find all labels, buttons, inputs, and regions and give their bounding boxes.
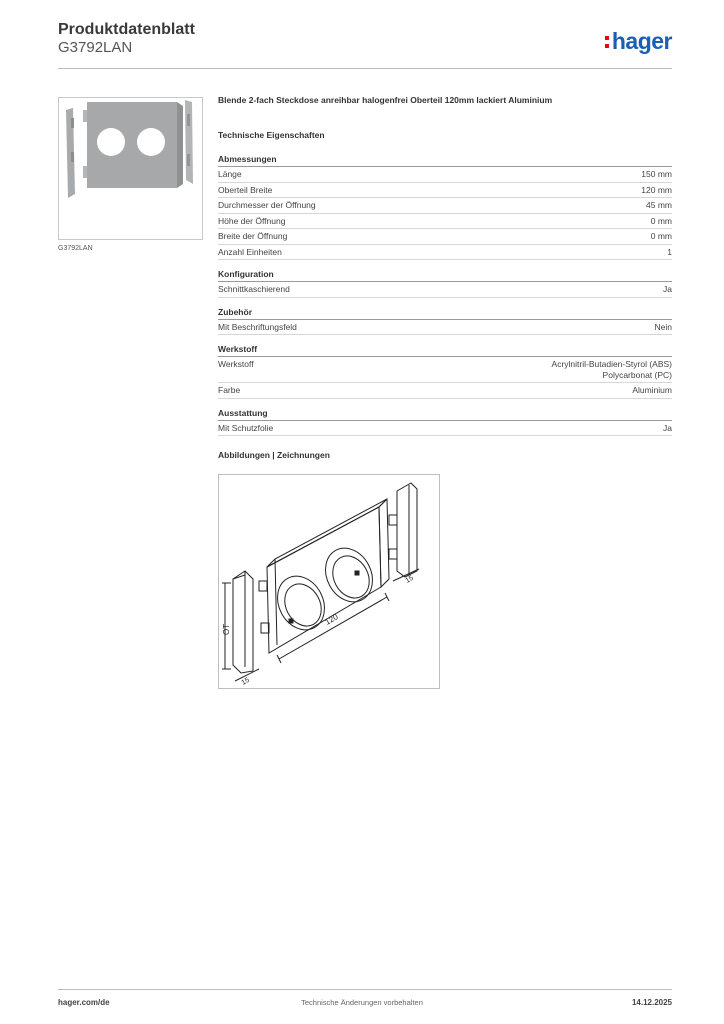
product-description: Blende 2-fach Steckdose anreihbar halogenfrei Oberteil 120mm lackiert Aluminium <box>218 95 553 105</box>
product-code: G3792LAN <box>58 39 133 56</box>
spec-value: 45 mm <box>646 200 672 210</box>
group-zubehoer <box>218 307 672 336</box>
spec-label: Farbe <box>218 385 241 395</box>
spec-value: 0 mm <box>650 215 672 226</box>
spec-value: 150 mm <box>641 169 672 179</box>
hager-logo <box>605 28 672 55</box>
logo-text: hager <box>611 28 672 54</box>
technical-drawing <box>218 474 440 689</box>
spec-row <box>218 167 672 183</box>
group-abmessungen <box>218 154 672 260</box>
spec-row <box>218 421 672 437</box>
spec-row <box>218 229 672 245</box>
group-werkstoff <box>218 344 672 399</box>
spec-value: Ja <box>663 422 672 433</box>
footer-divider <box>58 989 672 990</box>
dim-120-label: 120 <box>323 612 340 627</box>
spec-value: Ja <box>663 284 672 294</box>
technical-properties-title: Technische Eigenschaften <box>218 130 325 140</box>
spec-label: Durchmesser der Öffnung <box>218 200 316 210</box>
spec-row <box>218 198 672 214</box>
group-title: Werkstoff <box>218 344 672 357</box>
group-title: Konfiguration <box>218 269 672 282</box>
footer-notice: Technische Änderungen vorbehalten <box>301 998 423 1007</box>
spec-row <box>218 214 672 230</box>
spec-row <box>218 183 672 199</box>
spec-label: Höhe der Öffnung <box>218 215 286 226</box>
spec-value: 120 mm <box>641 184 672 195</box>
dim-15-right-label: 15 <box>404 574 415 585</box>
spec-label: Werkstoff <box>218 359 254 369</box>
spec-row <box>218 320 672 336</box>
spec-row <box>218 282 672 298</box>
group-konfiguration <box>218 269 672 298</box>
spec-row <box>218 357 672 383</box>
group-title: Ausstattung <box>218 408 672 421</box>
spec-label: Anzahl Einheiten <box>218 246 282 257</box>
spec-content <box>218 95 672 460</box>
group-title: Zubehör <box>218 307 672 320</box>
group-ausstattung <box>218 408 672 437</box>
footer-website-link[interactable]: hager.com/de <box>58 998 110 1007</box>
spec-value: 0 mm <box>650 231 672 241</box>
spec-value-line: Polycarbonat (PC) <box>602 369 672 380</box>
spec-label: Mit Beschriftungsfeld <box>218 321 297 332</box>
spec-value: Nein <box>654 321 672 332</box>
dim-15-left-label: 15 <box>240 676 251 687</box>
spec-value: Aluminium <box>632 385 672 395</box>
logo-mark-icon <box>605 36 609 48</box>
group-title: Abmessungen <box>218 154 672 167</box>
thumbnail-caption: G3792LAN <box>58 245 93 252</box>
spec-row <box>218 245 672 261</box>
spec-label: Mit Schutzfolie <box>218 422 274 433</box>
spec-row <box>218 383 672 399</box>
drawings-title: Abbildungen | Zeichnungen <box>218 450 330 460</box>
spec-value-line: Acrylnitril-Butadien-Styrol (ABS) <box>551 359 672 369</box>
header-divider <box>58 68 672 69</box>
product-thumbnail <box>58 97 203 240</box>
cover-plate-photo-icon <box>59 98 202 239</box>
spec-value: 1 <box>667 246 672 257</box>
spec-label: Schnittkaschierend <box>218 284 290 294</box>
spec-value <box>552 359 672 380</box>
spec-label: Breite der Öffnung <box>218 231 288 241</box>
spec-label: Länge <box>218 169 242 179</box>
spec-label: Oberteil Breite <box>218 184 273 195</box>
dim-ot-label: OT <box>222 623 231 635</box>
page-title: Produktdatenblatt <box>58 21 195 38</box>
footer-date: 14.12.2025 <box>631 998 672 1007</box>
dimension-drawing-icon <box>219 475 439 688</box>
